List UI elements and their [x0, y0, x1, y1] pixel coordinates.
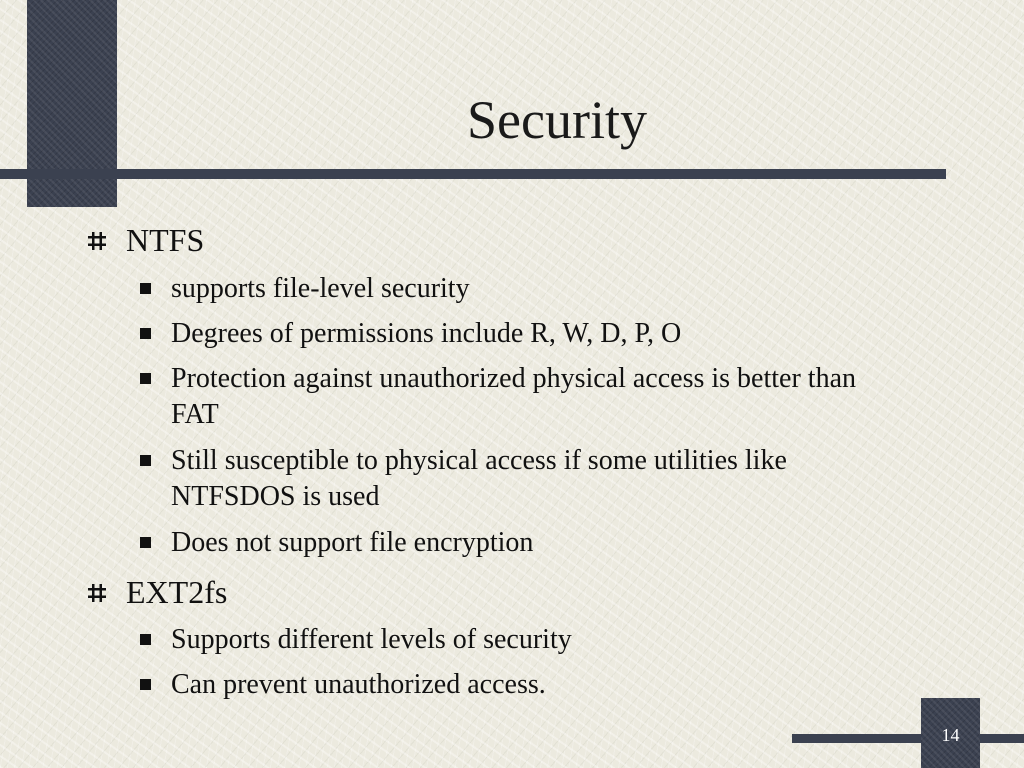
sub-bullet-text: supports file-level security [171, 273, 470, 304]
square-bullet-icon [140, 373, 151, 384]
sub-bullet-item [171, 271, 891, 307]
title-underline-bar [0, 169, 946, 179]
sub-bullet-item [171, 525, 891, 561]
hash-bullet-icon [88, 232, 106, 250]
bullet-heading: NTFS [126, 222, 205, 258]
sub-bullet-text: Does not support file encryption [171, 527, 534, 558]
square-bullet-icon [140, 679, 151, 690]
bullet-ntfs [126, 222, 204, 258]
sub-bullet-item [171, 316, 891, 352]
hash-bullet-icon [88, 584, 106, 602]
sub-bullet-text: Degrees of permissions include R, W, D, P, O [171, 318, 682, 349]
sub-bullet-item [171, 443, 891, 515]
bullet-heading: EXT2fs [126, 574, 228, 610]
square-bullet-icon [140, 283, 151, 294]
slide-title: Security [467, 90, 647, 150]
page-number: 14 [941, 725, 960, 745]
sub-bullet-text: Still susceptible to physical access if some utilities like NTFSDOS is used [171, 445, 787, 512]
square-bullet-icon [140, 634, 151, 645]
footer-bar [792, 734, 1024, 743]
sub-bullet-text: Supports different levels of security [171, 624, 572, 655]
sub-bullet-item [171, 667, 891, 703]
square-bullet-icon [140, 537, 151, 548]
sub-bullet-item [171, 361, 891, 433]
square-bullet-icon [140, 455, 151, 466]
bullet-ext2fs [126, 574, 227, 610]
sub-bullet-item [171, 622, 891, 658]
square-bullet-icon [140, 328, 151, 339]
sub-bullet-text: Protection against unauthorized physical access is better than FAT [171, 363, 857, 430]
sub-bullet-text: Can prevent unauthorized access. [171, 669, 546, 700]
